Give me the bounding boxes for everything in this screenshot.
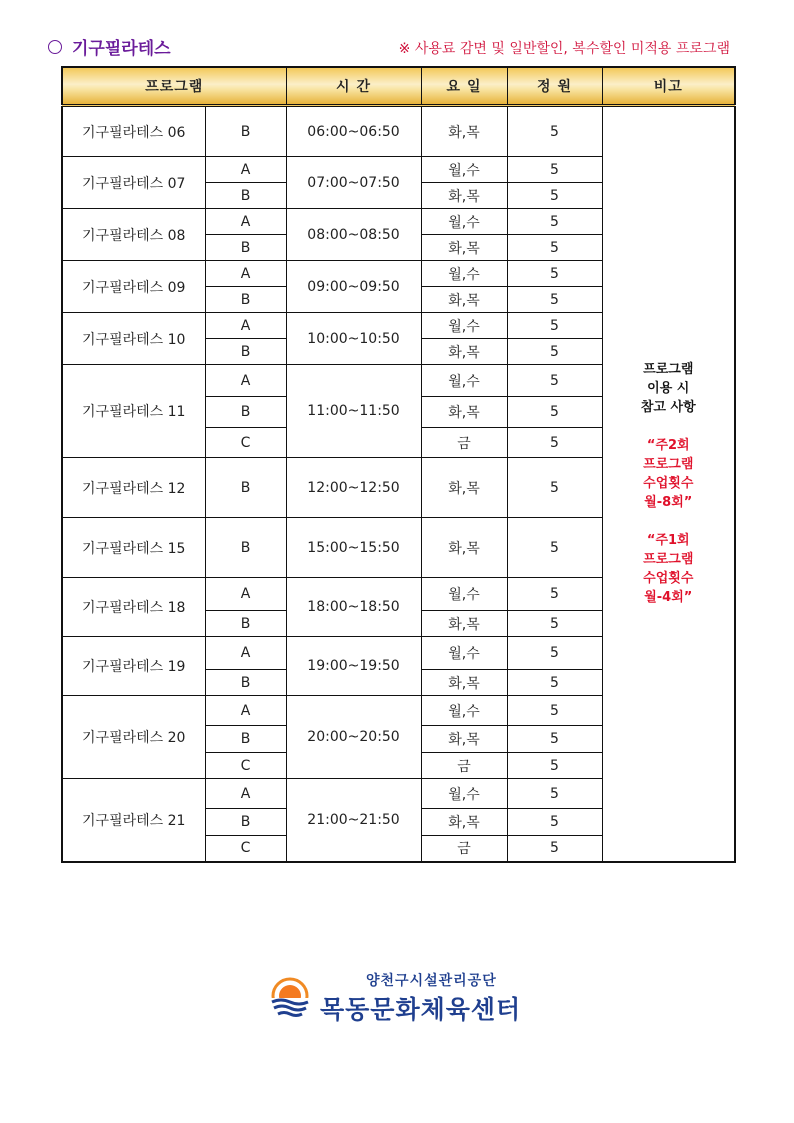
class-days: 화,목 (421, 518, 507, 578)
class-code: A (205, 696, 286, 726)
class-capacity: 5 (507, 235, 602, 261)
class-days: 월,수 (421, 209, 507, 235)
class-days: 화,목 (421, 397, 507, 428)
class-capacity: 5 (507, 637, 602, 670)
remark-note-line: 수업횟수 (643, 476, 694, 492)
class-capacity: 5 (507, 726, 602, 753)
remark-title-line: 프로그램 (643, 362, 694, 378)
class-capacity: 5 (507, 518, 602, 578)
class-code: A (205, 157, 286, 183)
class-capacity: 5 (507, 670, 602, 696)
class-capacity: 5 (507, 157, 602, 183)
program-name: 기구필라테스 07 (62, 157, 205, 209)
class-days: 월,수 (421, 578, 507, 611)
circle-bullet-icon (48, 40, 62, 54)
class-code: B (205, 611, 286, 637)
class-capacity: 5 (507, 313, 602, 339)
header-time: 시 간 (286, 67, 421, 106)
class-time: 21:00~21:50 (286, 779, 421, 862)
program-name: 기구필라테스 12 (62, 458, 205, 518)
class-days: 금 (421, 753, 507, 779)
program-name: 기구필라테스 15 (62, 518, 205, 578)
class-code: B (205, 670, 286, 696)
program-name: 기구필라테스 20 (62, 696, 205, 779)
remark-note-line: 월-4회” (644, 590, 693, 606)
class-days: 화,목 (421, 670, 507, 696)
class-code: B (205, 518, 286, 578)
discount-note: ※ 사용료 감면 및 일반할인, 복수할인 미적용 프로그램 (398, 41, 730, 57)
class-capacity: 5 (507, 753, 602, 779)
class-days: 월,수 (421, 779, 507, 809)
class-capacity: 5 (507, 339, 602, 365)
logo-center-name: 목동문화체육센터 (320, 995, 522, 1024)
class-code: A (205, 313, 286, 339)
remark-note-line: 프로그램 (643, 552, 694, 568)
class-days: 금 (421, 428, 507, 458)
class-time: 12:00~12:50 (286, 458, 421, 518)
header-remark: 비고 (602, 67, 735, 106)
class-days: 금 (421, 836, 507, 862)
class-time: 10:00~10:50 (286, 313, 421, 365)
header-capacity: 정 원 (507, 67, 602, 106)
section-heading (48, 34, 171, 59)
remark-cell (602, 106, 735, 862)
remark-title-line: 참고 사항 (640, 400, 696, 416)
class-time: 18:00~18:50 (286, 578, 421, 637)
remark-note-line: 프로그램 (643, 457, 694, 473)
class-code: A (205, 779, 286, 809)
class-days: 화,목 (421, 287, 507, 313)
class-code: A (205, 578, 286, 611)
logo-org-name: 양천구시설관리공단 (366, 973, 497, 989)
center-logo (268, 970, 521, 1026)
program-name: 기구필라테스 08 (62, 209, 205, 261)
remark-note-line: “주1회 (646, 533, 690, 549)
class-days: 화,목 (421, 106, 507, 157)
class-code: B (205, 339, 286, 365)
program-name: 기구필라테스 06 (62, 106, 205, 157)
class-capacity: 5 (507, 836, 602, 862)
class-capacity: 5 (507, 696, 602, 726)
class-time: 11:00~11:50 (286, 365, 421, 458)
class-capacity: 5 (507, 809, 602, 836)
class-days: 화,목 (421, 611, 507, 637)
class-days: 월,수 (421, 313, 507, 339)
program-name: 기구필라테스 18 (62, 578, 205, 637)
class-code: A (205, 209, 286, 235)
class-code: A (205, 261, 286, 287)
class-code: B (205, 235, 286, 261)
program-name: 기구필라테스 19 (62, 637, 205, 696)
class-capacity: 5 (507, 261, 602, 287)
table-header-row (62, 67, 735, 106)
class-code: B (205, 106, 286, 157)
class-capacity: 5 (507, 458, 602, 518)
header-program: 프로그램 (62, 67, 286, 106)
class-code: B (205, 809, 286, 836)
class-capacity: 5 (507, 428, 602, 458)
class-capacity: 5 (507, 209, 602, 235)
program-name: 기구필라테스 09 (62, 261, 205, 313)
class-time: 09:00~09:50 (286, 261, 421, 313)
class-time: 08:00~08:50 (286, 209, 421, 261)
class-days: 월,수 (421, 696, 507, 726)
class-time: 20:00~20:50 (286, 696, 421, 779)
header-day: 요 일 (421, 67, 507, 106)
class-days: 화,목 (421, 726, 507, 753)
class-code: B (205, 397, 286, 428)
class-days: 월,수 (421, 157, 507, 183)
class-days: 화,목 (421, 235, 507, 261)
class-days: 화,목 (421, 339, 507, 365)
class-time: 19:00~19:50 (286, 637, 421, 696)
class-capacity: 5 (507, 287, 602, 313)
sun-wave-logo-icon (268, 976, 312, 1020)
class-capacity: 5 (507, 611, 602, 637)
class-days: 화,목 (421, 809, 507, 836)
class-capacity: 5 (507, 397, 602, 428)
class-days: 월,수 (421, 261, 507, 287)
remark-title-line: 이용 시 (647, 381, 690, 397)
class-days: 월,수 (421, 637, 507, 670)
program-name: 기구필라테스 11 (62, 365, 205, 458)
schedule-table (61, 66, 736, 863)
class-days: 화,목 (421, 458, 507, 518)
class-days: 화,목 (421, 183, 507, 209)
class-capacity: 5 (507, 106, 602, 157)
class-capacity: 5 (507, 365, 602, 397)
class-capacity: 5 (507, 578, 602, 611)
class-capacity: 5 (507, 183, 602, 209)
class-time: 07:00~07:50 (286, 157, 421, 209)
program-name: 기구필라테스 10 (62, 313, 205, 365)
remark-note-line: “주2회 (646, 438, 690, 454)
class-code: B (205, 458, 286, 518)
remark-note-line: 월-8회” (644, 495, 693, 511)
section-title: 기구필라테스 (72, 39, 171, 59)
class-code: B (205, 287, 286, 313)
class-code: C (205, 836, 286, 862)
class-code: B (205, 183, 286, 209)
class-code: A (205, 365, 286, 397)
class-capacity: 5 (507, 779, 602, 809)
table-row (62, 106, 735, 157)
class-code: A (205, 637, 286, 670)
class-code: C (205, 428, 286, 458)
class-code: C (205, 753, 286, 779)
class-days: 월,수 (421, 365, 507, 397)
remark-note-line: 수업횟수 (643, 571, 694, 587)
class-time: 15:00~15:50 (286, 518, 421, 578)
class-time: 06:00~06:50 (286, 106, 421, 157)
program-name: 기구필라테스 21 (62, 779, 205, 862)
class-code: B (205, 726, 286, 753)
